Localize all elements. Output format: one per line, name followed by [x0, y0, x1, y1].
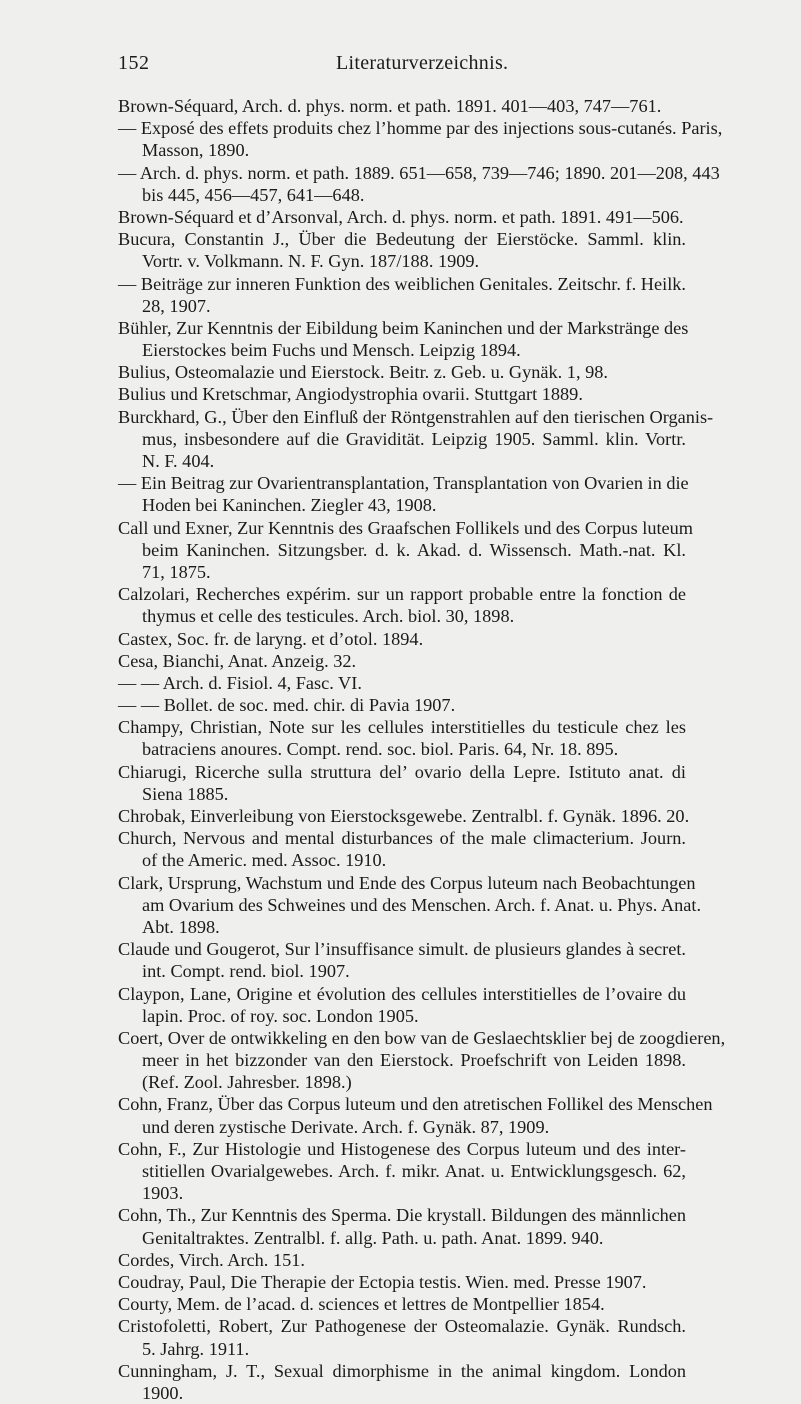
bibliography-entry	[118, 1315, 686, 1359]
entry-line: am Ovarium des Schweines und des Menschen. Arch. f. Anat. u. Phys. Anat.	[142, 894, 702, 915]
entry-line: Cordes, Virch. Arch. 151.	[118, 1249, 305, 1270]
page-number: 152	[118, 52, 150, 74]
entry-line: Hoden bei Kaninchen. Ziegler 43, 1908.	[142, 495, 437, 516]
bibliography-entry	[118, 383, 686, 405]
entry-line: of the Americ. med. Assoc. 1910.	[142, 850, 387, 871]
entry-line: Cristofoletti, Robert, Zur Pathogenese der Osteomalazie. Gynäk. Rundsch.	[118, 1316, 686, 1337]
bibliography-entry	[118, 583, 686, 627]
bibliography-entry	[118, 228, 686, 272]
bibliography-entry	[118, 273, 686, 317]
bibliography-entry	[118, 1027, 726, 1094]
entry-line: Bucura, Constantin J., Über die Bedeutung der Eierstöcke. Samml. klin.	[118, 229, 686, 250]
entry-line: — Exposé des effets produits chez l’homme par des injections sous-cutanés. Paris,	[118, 118, 723, 139]
bibliography-entry	[118, 805, 690, 827]
bibliography-entry	[118, 472, 689, 516]
entry-line: N. F. 404.	[142, 451, 215, 471]
entry-line: Bulius und Kretschmar, Angiodystrophia ovarii. Stuttgart 1889.	[118, 384, 583, 405]
bibliography-entry	[118, 672, 686, 694]
entry-line: (Ref. Zool. Jahresber. 1898.)	[142, 1072, 352, 1093]
entry-line: — — Arch. d. Fisiol. 4, Fasc. VI.	[118, 672, 362, 693]
entry-line: 71, 1875.	[142, 561, 211, 582]
entry-line: Genitaltraktes. Zentralbl. f. allg. Path. u. path. Anat. 1899. 940.	[142, 1227, 604, 1248]
entry-line: Courty, Mem. de l’acad. d. sciences et lettres de Montpellier 1854.	[118, 1294, 605, 1315]
entry-line: Brown-Séquard, Arch. d. phys. norm. et path. 1891. 401—403, 747—761.	[118, 96, 662, 116]
entry-line: Cohn, Th., Zur Kenntnis des Sperma. Die krystall. Bildungen des männlichen	[118, 1205, 686, 1226]
entry-line: Claude und Gougerot, Sur l’insuffisance simult. de plusieurs glandes à secret.	[118, 939, 686, 960]
entry-line: Abt. 1898.	[142, 916, 220, 937]
bibliography-entry	[118, 95, 686, 117]
entry-line: mus, insbesondere auf die Gravidität. Leipzig 1905. Samml. klin. Vortr.	[142, 428, 686, 449]
bibliography-list	[118, 95, 726, 1404]
entry-line: Clark, Ursprung, Wachstum und Ende des Corpus luteum nach Beobachtungen	[118, 872, 696, 893]
bibliography-entry	[118, 872, 702, 939]
bibliography-entry	[118, 650, 686, 672]
bibliography-entry	[118, 117, 723, 161]
entry-line: Castex, Soc. fr. de laryng. et d’otol. 1894.	[118, 628, 424, 649]
entry-line: Coudray, Paul, Die Therapie der Ectopia testis. Wien. med. Presse 1907.	[118, 1271, 647, 1292]
entry-line: thymus et celle des testicules. Arch. biol. 30, 1898.	[142, 606, 515, 627]
entry-line: 1903.	[142, 1183, 184, 1204]
bibliography-entry	[118, 1204, 686, 1248]
bibliography-entry	[118, 628, 686, 650]
entry-line: batraciens anoures. Compt. rend. soc. biol. Paris. 64, Nr. 18. 895.	[142, 739, 619, 760]
bibliography-entry	[118, 1093, 713, 1137]
bibliography-entry	[118, 406, 714, 473]
entry-line: — Arch. d. phys. norm. et path. 1889. 651—658, 739—746; 1890. 201—208, 443	[118, 162, 720, 183]
entry-line: — — Bollet. de soc. med. chir. di Pavia 1907.	[118, 695, 456, 716]
entry-line: Cesa, Bianchi, Anat. Anzeig. 32.	[118, 650, 357, 671]
entry-line: — Beiträge zur inneren Funktion des weiblichen Genitales. Zeitschr. f. Heilk.	[118, 273, 686, 294]
entry-line: stitiellen Ovarialgewebes. Arch. f. mikr. Anat. u. Entwicklungsgesch. 62,	[142, 1161, 686, 1181]
entry-line: Chiarugi, Ricerche sulla struttura del’ ovario della Lepre. Istituto anat. di	[118, 761, 686, 782]
entry-line: und deren zystische Derivate. Arch. f. Gynäk. 87, 1909.	[142, 1116, 550, 1137]
entry-line: Cohn, Franz, Über das Corpus luteum und den atretischen Follikel des Menschen	[118, 1094, 713, 1115]
bibliography-entry	[118, 317, 689, 361]
entry-line: Masson, 1890.	[142, 140, 250, 161]
bibliography-entry	[118, 1293, 686, 1315]
entry-line: bis 445, 456—457, 641—648.	[142, 184, 365, 205]
entry-line: Coert, Over de ontwikkeling en den bow van de Geslaechtsklier bej de zoogdieren,	[118, 1027, 726, 1048]
bibliography-entry	[118, 983, 686, 1027]
bibliography-entry	[118, 1138, 686, 1205]
bibliography-entry	[118, 1360, 686, 1404]
bibliography-entry	[118, 162, 720, 206]
bibliography-entry	[118, 938, 686, 982]
entry-line: Cunningham, J. T., Sexual dimorphisme in the animal kingdom. London	[118, 1360, 686, 1381]
bibliography-entry	[118, 761, 686, 805]
bibliography-entry	[118, 827, 686, 871]
running-title: Literaturverzeichnis.	[336, 52, 509, 74]
entry-line: — Ein Beitrag zur Ovarientransplantation, Transplantation von Ovarien in die	[118, 473, 689, 494]
entry-line: Siena 1885.	[142, 783, 229, 804]
bibliography-entry	[118, 694, 686, 716]
entry-line: Brown-Séquard et d’Arsonval, Arch. d. phys. norm. et path. 1891. 491—506.	[118, 206, 684, 227]
entry-line: 28, 1907.	[142, 295, 211, 316]
entry-line: int. Compt. rend. biol. 1907.	[142, 961, 350, 982]
bibliography-entry	[118, 517, 694, 584]
page-header	[118, 52, 718, 80]
entry-line: Bühler, Zur Kenntnis der Eibildung beim Kaninchen und der Markstränge des	[118, 317, 689, 338]
entry-line: meer in het bizzonder van den Eierstock. Proefschrift von Leiden 1898.	[142, 1050, 686, 1071]
entry-line: Champy, Christian, Note sur les cellules interstitielles du testicule chez les	[118, 717, 686, 738]
bibliography-entry	[118, 1249, 686, 1271]
entry-line: Vortr. v. Volkmann. N. F. Gyn. 187/188. 1909.	[142, 251, 480, 272]
entry-line: beim Kaninchen. Sitzungsber. d. k. Akad. d. Wissensch. Math.-nat. Kl.	[142, 539, 686, 560]
entry-line: Burckhard, G., Über den Einfluß der Röntgenstrahlen auf den tierischen Organis-	[118, 406, 714, 427]
entry-line: Claypon, Lane, Origine et évolution des cellules interstitielles de l’ovaire du	[118, 983, 686, 1004]
entry-line: 1900.	[142, 1382, 184, 1403]
entry-line: Chrobak, Einverleibung von Eierstocksgewebe. Zentralbl. f. Gynäk. 1896. 20.	[118, 806, 690, 826]
bibliography-entry	[118, 716, 686, 760]
entry-line: Call und Exner, Zur Kenntnis des Graafschen Follikels und des Corpus luteum	[118, 517, 694, 538]
entry-line: Eierstockes beim Fuchs und Mensch. Leipzig 1894.	[142, 340, 521, 361]
entry-line: Calzolari, Recherches expérim. sur un rapport probable entre la fonction de	[118, 584, 686, 605]
entry-line: Church, Nervous and mental disturbances of the male climacterium. Journ.	[118, 828, 686, 849]
entry-line: Bulius, Osteomalazie und Eierstock. Beitr. z. Geb. u. Gynäk. 1, 98.	[118, 362, 608, 383]
entry-line: 5. Jahrg. 1911.	[142, 1338, 250, 1359]
bibliography-entry	[118, 1271, 686, 1293]
entry-line: lapin. Proc. of roy. soc. London 1905.	[142, 1005, 419, 1026]
bibliography-entry	[118, 206, 686, 228]
entry-line: Cohn, F., Zur Histologie und Histogenese des Corpus luteum und des inter-	[118, 1138, 686, 1159]
bibliography-entry	[118, 361, 686, 383]
